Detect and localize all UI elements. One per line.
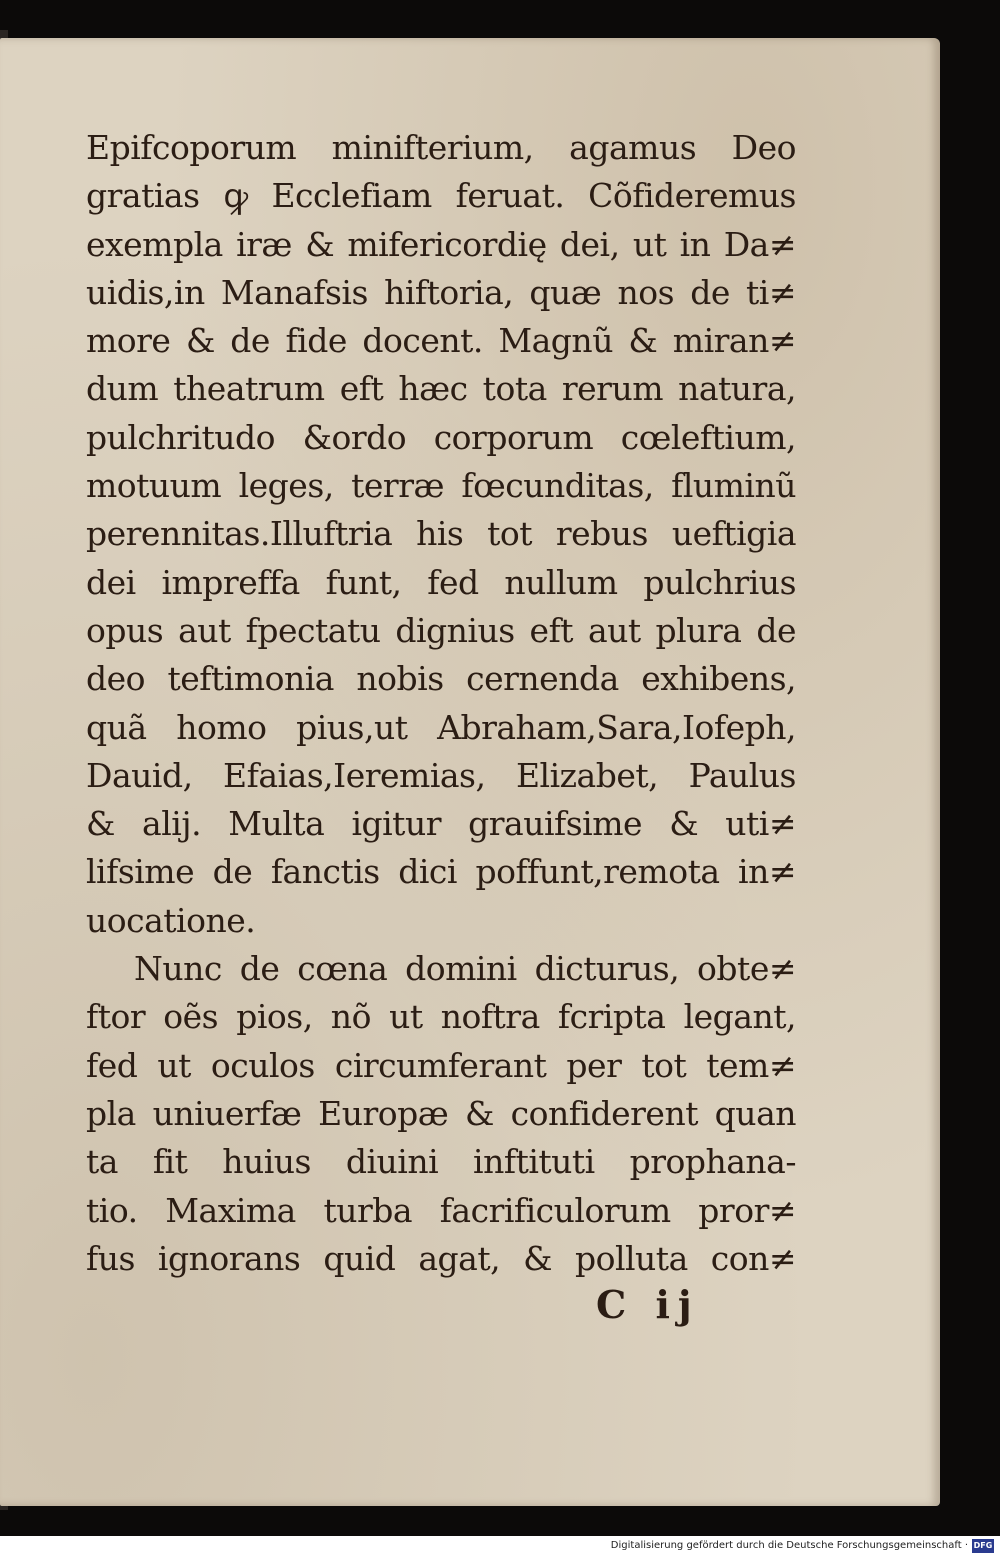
text-line: uidis,in Manafsis hiftoria, quæ nos de ti≠ [86, 272, 796, 312]
text-line: pla uniuerfæ Europæ & confiderent quan [86, 1093, 796, 1133]
text-line: deo teftimonia nobis cernenda exhibens, [86, 659, 796, 699]
page-text-block [86, 124, 796, 1283]
text-line: exempla iræ & mifericordię dei, ut in Da≠ [86, 224, 796, 264]
footer-bar [0, 1536, 1000, 1560]
paragraph-start-line: Nunc de cœna domini dicturus, obte≠ [134, 949, 796, 989]
text-line: perennitas.Illuftria his tot rebus ueftigia [86, 514, 796, 554]
text-line: ta fit huius diuini inftituti prophana- [86, 1142, 796, 1182]
text-line: dei impreffa funt, fed nullum pulchrius [86, 562, 796, 602]
signature-mark: C ij [596, 1282, 700, 1327]
text-line: & alij. Multa igitur grauifsime & uti≠ [86, 804, 796, 844]
text-line: lifsime de fanctis dici poffunt,remota in≠ [86, 852, 796, 892]
text-line: tio. Maxima turba facrificulorum pror≠ [86, 1190, 796, 1230]
text-line: fed ut oculos circumferant per tot tem≠ [86, 1045, 796, 1085]
text-line: ftor oẽs pios, nõ ut noftra fcripta legant, [86, 997, 796, 1037]
text-line: dum theatrum eft hæc tota rerum natura, [86, 369, 796, 409]
text-line: quã homo pius,ut Abraham,Sara,Iofeph, [86, 707, 796, 747]
text-line: Dauid, Efaias,Ieremias, Elizabet, Paulus [86, 755, 796, 795]
dfg-logo: DFG [972, 1539, 994, 1553]
text-line: fus ignorans quid agat, & polluta con≠ [86, 1238, 796, 1278]
text-line: opus aut fpectatu dignius eft aut plura de [86, 610, 796, 650]
text-line: more & de fide docent. Magnũ & miran≠ [86, 321, 796, 361]
paragraph-end-line: uocatione. [86, 900, 256, 940]
text-line: motuum leges, terræ fœcunditas, fluminũ [86, 466, 796, 506]
text-line: gratias ꝙ Ecclefiam feruat. Cõfideremus [86, 176, 796, 216]
footer-credit: Digitalisierung gefördert durch die Deutsche Forschungsgemeinschaft · [610, 1540, 968, 1551]
text-line: pulchritudo &ordo corporum cœleftium, [86, 417, 796, 457]
text-line: Epifcoporum minifterium, agamus Deo [86, 128, 796, 167]
